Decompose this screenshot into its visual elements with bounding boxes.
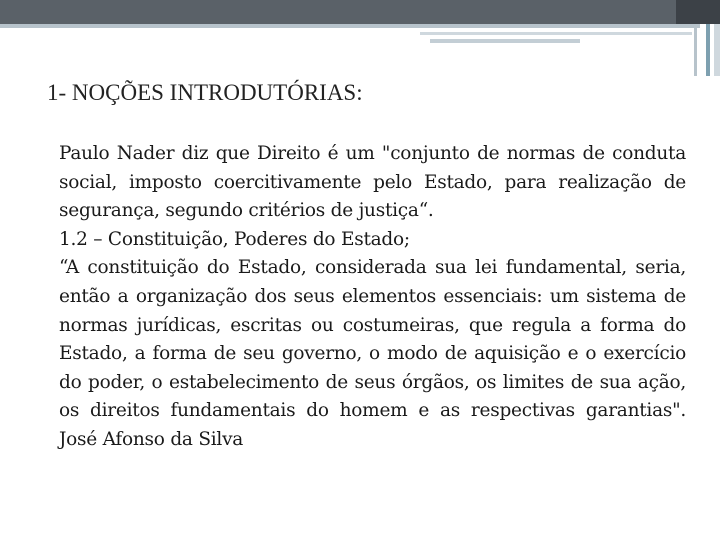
decorative-line	[714, 24, 720, 76]
paragraph-subheading: 1.2 – Constituição, Poderes do Estado;	[59, 228, 410, 250]
paragraph-quote: “A constituição do Estado, considerada sua lei fundamental, seria, então a organização dos seus elementos essenciais: um sistema de normas jurídicas, escritas ou costumeiras, que regula a forma do Estado, a forma de seu governo, o modo de aquisição e o exercício do poder, o estabelecimento de seus órgãos, os limites de sua ação, os direitos fundamentais do homem e as respectivas garantias". José Afonso da Silva	[59, 257, 686, 450]
decorative-line	[706, 24, 710, 76]
decorative-line	[694, 24, 697, 76]
header-band	[0, 0, 720, 24]
header-band-tab	[676, 0, 720, 24]
slide-body	[59, 140, 686, 455]
slide-title: 1- NOÇÕES INTRODUTÓRIAS:	[47, 80, 363, 105]
decorative-line	[420, 32, 692, 35]
decorative-lines	[0, 24, 720, 54]
decorative-line	[430, 39, 580, 43]
paragraph-definition: Paulo Nader diz que Direito é um "conjunto de normas de conduta social, imposto coercitivamente pelo Estado, para realização de segurança, segundo critérios de justiça“.	[59, 143, 686, 222]
decorative-line	[0, 24, 700, 28]
